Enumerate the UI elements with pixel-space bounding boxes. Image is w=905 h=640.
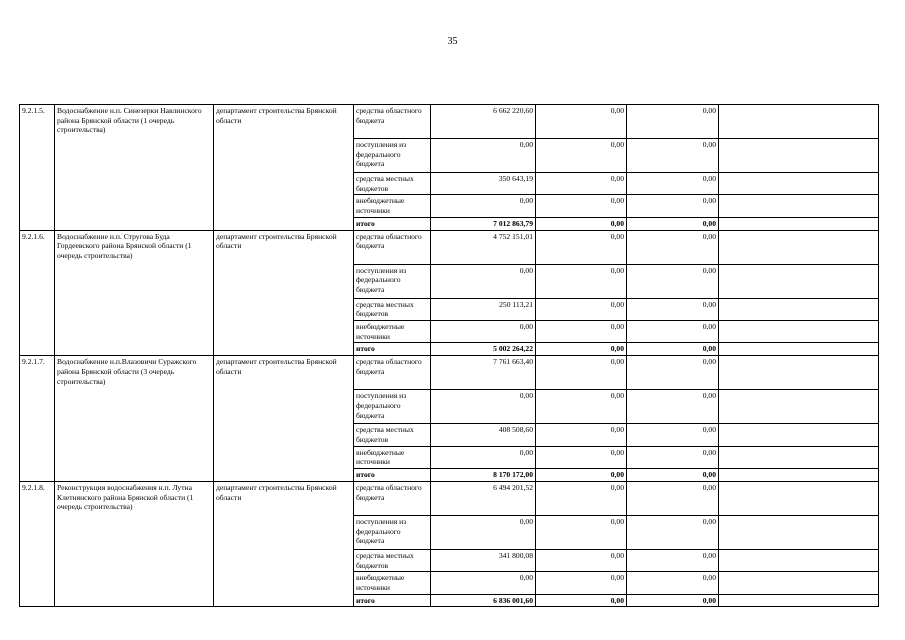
funding-source: средства местных бюджетов — [354, 549, 431, 571]
funding-source: поступления из федерального бюджета — [354, 515, 431, 549]
blank-cell — [719, 195, 879, 217]
amount-cell: 0,00 — [431, 390, 536, 424]
project-executor: департамент строительства Брянской области — [214, 481, 354, 607]
amount-cell: 0,00 — [627, 139, 719, 173]
amount-cell: 0,00 — [627, 446, 719, 468]
funding-source: внебюджетные источники — [354, 321, 431, 343]
funding-source: поступления из федерального бюджета — [354, 139, 431, 173]
funding-source: итого — [354, 343, 431, 356]
amount-cell: 0,00 — [536, 173, 627, 195]
project-name: Водоснабжение н.п.Влазовичи Суражского района Брянской области (3 очередь строительства) — [55, 356, 214, 482]
amount-cell: 250 113,21 — [431, 298, 536, 320]
funding-source: итого — [354, 469, 431, 482]
blank-cell — [719, 515, 879, 549]
amount-cell: 0,00 — [536, 264, 627, 298]
funding-source: средства местных бюджетов — [354, 424, 431, 446]
amount-cell: 0,00 — [536, 424, 627, 446]
amount-cell: 0,00 — [536, 446, 627, 468]
funding-source: средства областного бюджета — [354, 481, 431, 515]
amount-cell: 0,00 — [536, 298, 627, 320]
amount-cell: 0,00 — [627, 105, 719, 139]
amount-cell: 0,00 — [627, 594, 719, 607]
blank-cell — [719, 469, 879, 482]
blank-cell — [719, 572, 879, 594]
amount-cell: 0,00 — [536, 321, 627, 343]
amount-cell: 0,00 — [431, 572, 536, 594]
amount-cell: 0,00 — [627, 356, 719, 390]
blank-cell — [719, 264, 879, 298]
amount-cell: 341 800,08 — [431, 549, 536, 571]
project-name: Реконструкция водоснабжения н.п. Лутна Клетнянского района Брянской области (1 очередь строительства) — [55, 481, 214, 607]
amount-cell: 0,00 — [536, 515, 627, 549]
blank-cell — [719, 594, 879, 607]
amount-cell: 0,00 — [536, 594, 627, 607]
amount-cell: 0,00 — [627, 343, 719, 356]
blank-cell — [719, 390, 879, 424]
amount-cell: 6 836 001,60 — [431, 594, 536, 607]
amount-cell: 7 012 863,79 — [431, 217, 536, 230]
blank-cell — [719, 230, 879, 264]
blank-cell — [719, 321, 879, 343]
project-executor: департамент строительства Брянской области — [214, 230, 354, 356]
amount-cell: 0,00 — [627, 515, 719, 549]
amount-cell: 0,00 — [627, 321, 719, 343]
amount-cell: 0,00 — [431, 139, 536, 173]
amount-cell: 0,00 — [431, 195, 536, 217]
amount-cell: 0,00 — [536, 356, 627, 390]
amount-cell: 408 508,60 — [431, 424, 536, 446]
blank-cell — [719, 549, 879, 571]
amount-cell: 0,00 — [627, 572, 719, 594]
amount-cell: 6 662 220,60 — [431, 105, 536, 139]
amount-cell: 0,00 — [627, 298, 719, 320]
project-code: 9.2.1.8. — [20, 481, 55, 607]
blank-cell — [719, 343, 879, 356]
amount-cell: 0,00 — [627, 264, 719, 298]
blank-cell — [719, 217, 879, 230]
funding-source: средства местных бюджетов — [354, 298, 431, 320]
amount-cell: 0,00 — [536, 217, 627, 230]
funding-source: внебюджетные источники — [354, 572, 431, 594]
amount-cell: 0,00 — [627, 481, 719, 515]
blank-cell — [719, 298, 879, 320]
page-number: 35 — [447, 36, 458, 47]
amount-cell: 0,00 — [536, 572, 627, 594]
project-executor: департамент строительства Брянской области — [214, 356, 354, 482]
project-code: 9.2.1.7. — [20, 356, 55, 482]
budget-table — [19, 104, 879, 607]
funding-source: средства местных бюджетов — [354, 173, 431, 195]
blank-cell — [719, 173, 879, 195]
blank-cell — [719, 481, 879, 515]
amount-cell: 0,00 — [536, 343, 627, 356]
funding-source: поступления из федерального бюджета — [354, 390, 431, 424]
amount-cell: 0,00 — [431, 515, 536, 549]
amount-cell: 0,00 — [536, 105, 627, 139]
blank-cell — [719, 139, 879, 173]
amount-cell: 0,00 — [536, 469, 627, 482]
blank-cell — [719, 105, 879, 139]
amount-cell: 4 752 151,01 — [431, 230, 536, 264]
funding-source: внебюджетные источники — [354, 446, 431, 468]
table-row — [20, 105, 879, 139]
blank-cell — [719, 424, 879, 446]
funding-source: средства областного бюджета — [354, 230, 431, 264]
amount-cell: 0,00 — [536, 390, 627, 424]
funding-source: средства областного бюджета — [354, 105, 431, 139]
amount-cell: 0,00 — [536, 230, 627, 264]
table-row — [20, 481, 879, 515]
funding-source: итого — [354, 217, 431, 230]
amount-cell: 5 002 264,22 — [431, 343, 536, 356]
project-code: 9.2.1.6. — [20, 230, 55, 356]
project-code: 9.2.1.5. — [20, 105, 55, 231]
amount-cell: 0,00 — [627, 173, 719, 195]
amount-cell: 0,00 — [627, 230, 719, 264]
amount-cell: 0,00 — [627, 549, 719, 571]
blank-cell — [719, 356, 879, 390]
amount-cell: 7 761 663,40 — [431, 356, 536, 390]
project-name: Водоснабжение н.п. Стругова Буда Гордеевского района Брянской области (1 очередь строительства) — [55, 230, 214, 356]
blank-cell — [719, 446, 879, 468]
amount-cell: 0,00 — [627, 217, 719, 230]
amount-cell: 0,00 — [431, 264, 536, 298]
amount-cell: 0,00 — [627, 424, 719, 446]
project-executor: департамент строительства Брянской области — [214, 105, 354, 231]
project-name: Водоснабжение н.п. Синезерки Навлинского района Брянской области (1 очередь строительства) — [55, 105, 214, 231]
funding-source: внебюджетные источники — [354, 195, 431, 217]
amount-cell: 8 170 172,00 — [431, 469, 536, 482]
funding-source: средства областного бюджета — [354, 356, 431, 390]
amount-cell: 0,00 — [536, 549, 627, 571]
funding-source: поступления из федерального бюджета — [354, 264, 431, 298]
amount-cell: 0,00 — [536, 139, 627, 173]
amount-cell: 0,00 — [536, 481, 627, 515]
amount-cell: 0,00 — [431, 321, 536, 343]
amount-cell: 0,00 — [431, 446, 536, 468]
table-row — [20, 356, 879, 390]
amount-cell: 6 494 201,52 — [431, 481, 536, 515]
amount-cell: 0,00 — [627, 195, 719, 217]
amount-cell: 0,00 — [536, 195, 627, 217]
funding-source: итого — [354, 594, 431, 607]
amount-cell: 0,00 — [627, 469, 719, 482]
amount-cell: 350 643,19 — [431, 173, 536, 195]
table-row — [20, 230, 879, 264]
amount-cell: 0,00 — [627, 390, 719, 424]
